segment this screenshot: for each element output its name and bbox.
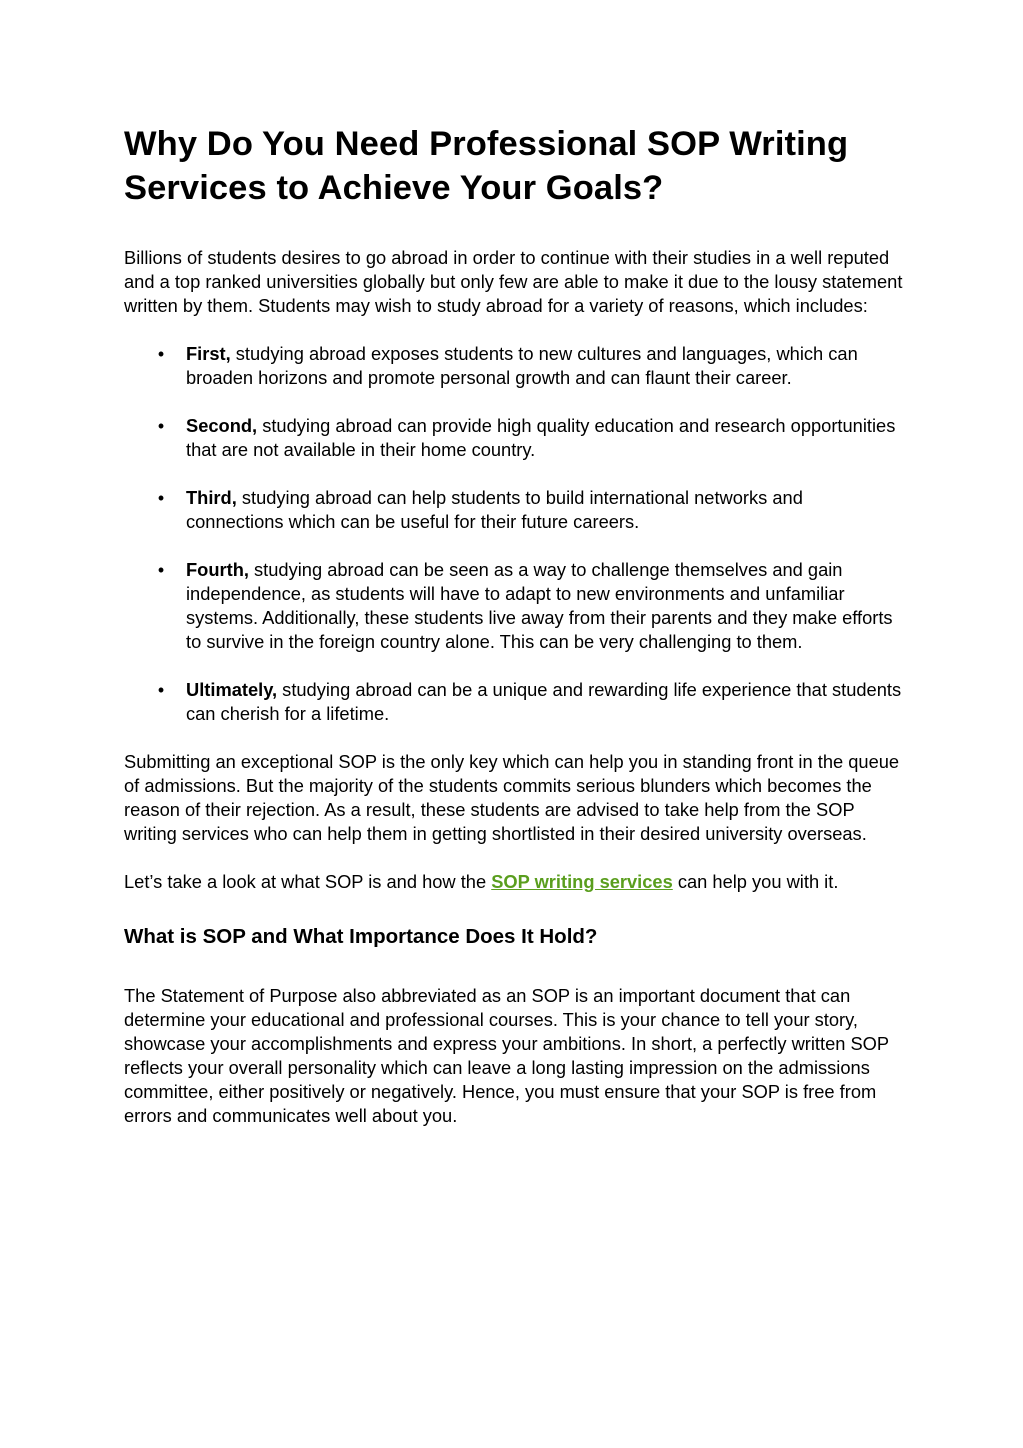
list-item bbox=[124, 678, 904, 726]
bullet-icon: • bbox=[157, 680, 165, 700]
bullet-icon: • bbox=[157, 560, 165, 580]
bullet-icon: • bbox=[157, 416, 165, 436]
reason-text: studying abroad can provide high quality education and research opportunities that are not available in their home country. bbox=[186, 415, 896, 460]
lookat-text-after: can help you with it. bbox=[672, 871, 839, 892]
reasons-list bbox=[124, 342, 904, 726]
bullet-icon: • bbox=[157, 344, 165, 364]
reason-text: studying abroad can be a unique and rewarding life experience that students can cherish for a lifetime. bbox=[186, 679, 902, 724]
list-item bbox=[124, 342, 904, 390]
lookat-text-before: Let’s take a look at what SOP is and how the bbox=[124, 871, 492, 892]
section-paragraph: The Statement of Purpose also abbreviated as an SOP is an important document that can determine your educational and professional courses. This is your chance to tell your story, showcase your accomplishments and express your ambitions. In short, a perfectly written SOP reflects your overall personality which can leave a long lasting impression on the admissions committee, either positively or negatively. Hence, you must ensure that your SOP is free from errors and communicates well about you. bbox=[124, 985, 889, 1126]
reason-lead: First, bbox=[186, 343, 231, 364]
list-item bbox=[124, 486, 904, 534]
submitting-paragraph: Submitting an exceptional SOP is the only key which can help you in standing front in the queue of admissions. But the majority of the students commits serious blunders which becomes the reason of their rejection. As a result, these students are advised to take help from the SOP writing services who can help them in getting shortlisted in their desired university overseas. bbox=[124, 751, 900, 844]
page-title: Why Do You Need Professional SOP Writing Services to Achieve Your Goals? bbox=[124, 125, 849, 207]
sop-writing-services-link[interactable]: SOP writing services bbox=[491, 871, 673, 892]
reason-text: studying abroad can help students to build international networks and connections which can be useful for their future careers. bbox=[186, 487, 803, 532]
reason-text: studying abroad exposes students to new cultures and languages, which can broaden horizons and promote personal growth and can flaunt their career. bbox=[186, 343, 858, 388]
intro-paragraph: Billions of students desires to go abroad in order to continue with their studies in a well reputed and a top ranked universities globally but only few are able to make it due to the lousy statement written by them. Students may wish to study abroad for a variety of reasons, which includes: bbox=[124, 247, 903, 316]
list-item bbox=[124, 558, 904, 654]
section-heading: What is SOP and What Importance Does It Hold? bbox=[124, 925, 598, 948]
reason-lead: Ultimately, bbox=[186, 679, 278, 700]
document-page bbox=[124, 122, 904, 1128]
reason-lead: Second, bbox=[186, 415, 258, 436]
lookat-paragraph bbox=[124, 870, 904, 894]
bullet-icon: • bbox=[157, 488, 165, 508]
reason-lead: Fourth, bbox=[186, 559, 249, 580]
reason-text: studying abroad can be seen as a way to challenge themselves and gain independence, as students will have to adapt to new environments and unfamiliar systems. Additionally, these students live away from their parents and they make efforts to survive in the foreign country alone. This can be very challenging to them. bbox=[186, 559, 893, 652]
reason-lead: Third, bbox=[186, 487, 237, 508]
list-item bbox=[124, 414, 904, 462]
